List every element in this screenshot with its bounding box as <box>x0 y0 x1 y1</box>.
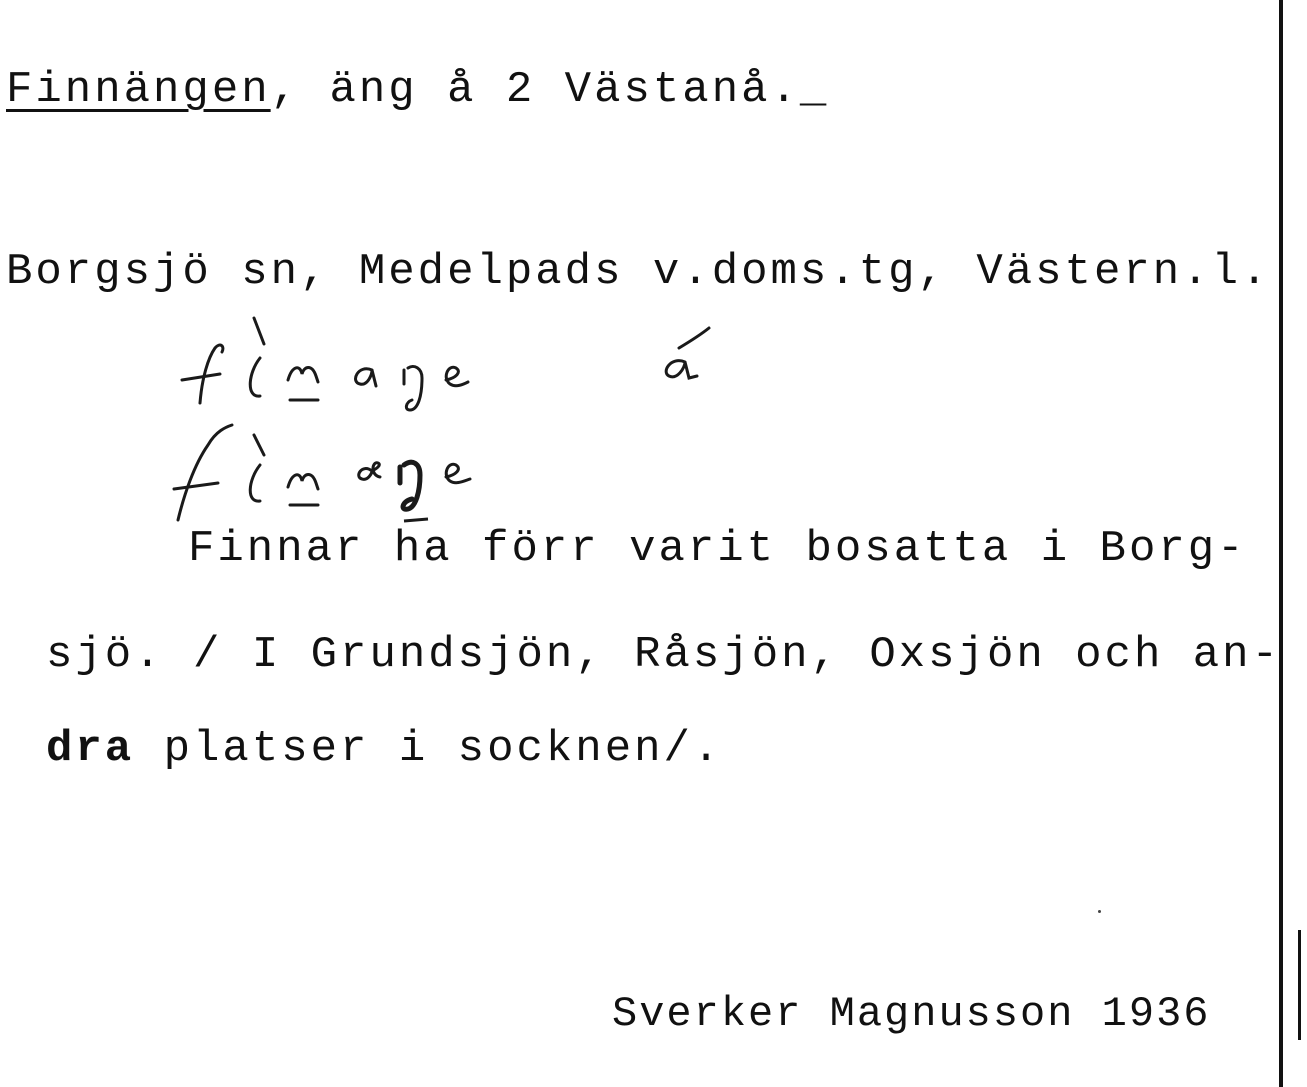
handwritten-transcription-1 <box>160 318 580 408</box>
phonetic-transcription-2 <box>160 425 580 515</box>
signature-line: Sverker Magnusson 1936 <box>612 990 1211 1038</box>
card-edge-line <box>1279 0 1283 1087</box>
note-line-3-rest: platser i socknen/. <box>134 724 723 774</box>
headword: Finnängen <box>6 65 271 115</box>
handwritten-transcription-2 <box>160 425 580 515</box>
note-line-3-bold: dra <box>46 724 135 774</box>
variant-vowel-mark <box>655 322 715 382</box>
note-line-2: sjö. / I Grundsjön, Råsjön, Oxsjön och an- <box>46 630 1281 680</box>
phonetic-transcription-1 <box>160 318 580 408</box>
paper-speck <box>1098 910 1101 913</box>
card-edge-line-lower <box>1298 930 1301 1040</box>
note-line-1: Finnar ha förr varit bosatta i Borg- <box>188 524 1247 574</box>
headword-line <box>6 65 830 115</box>
handwritten-variant <box>655 322 715 382</box>
note-line-3 <box>46 724 723 774</box>
headword-description: , äng å 2 Västanå._ <box>270 65 830 115</box>
location-line: Borgsjö sn, Medelpads v.doms.tg, Västern.l. <box>6 247 1271 297</box>
